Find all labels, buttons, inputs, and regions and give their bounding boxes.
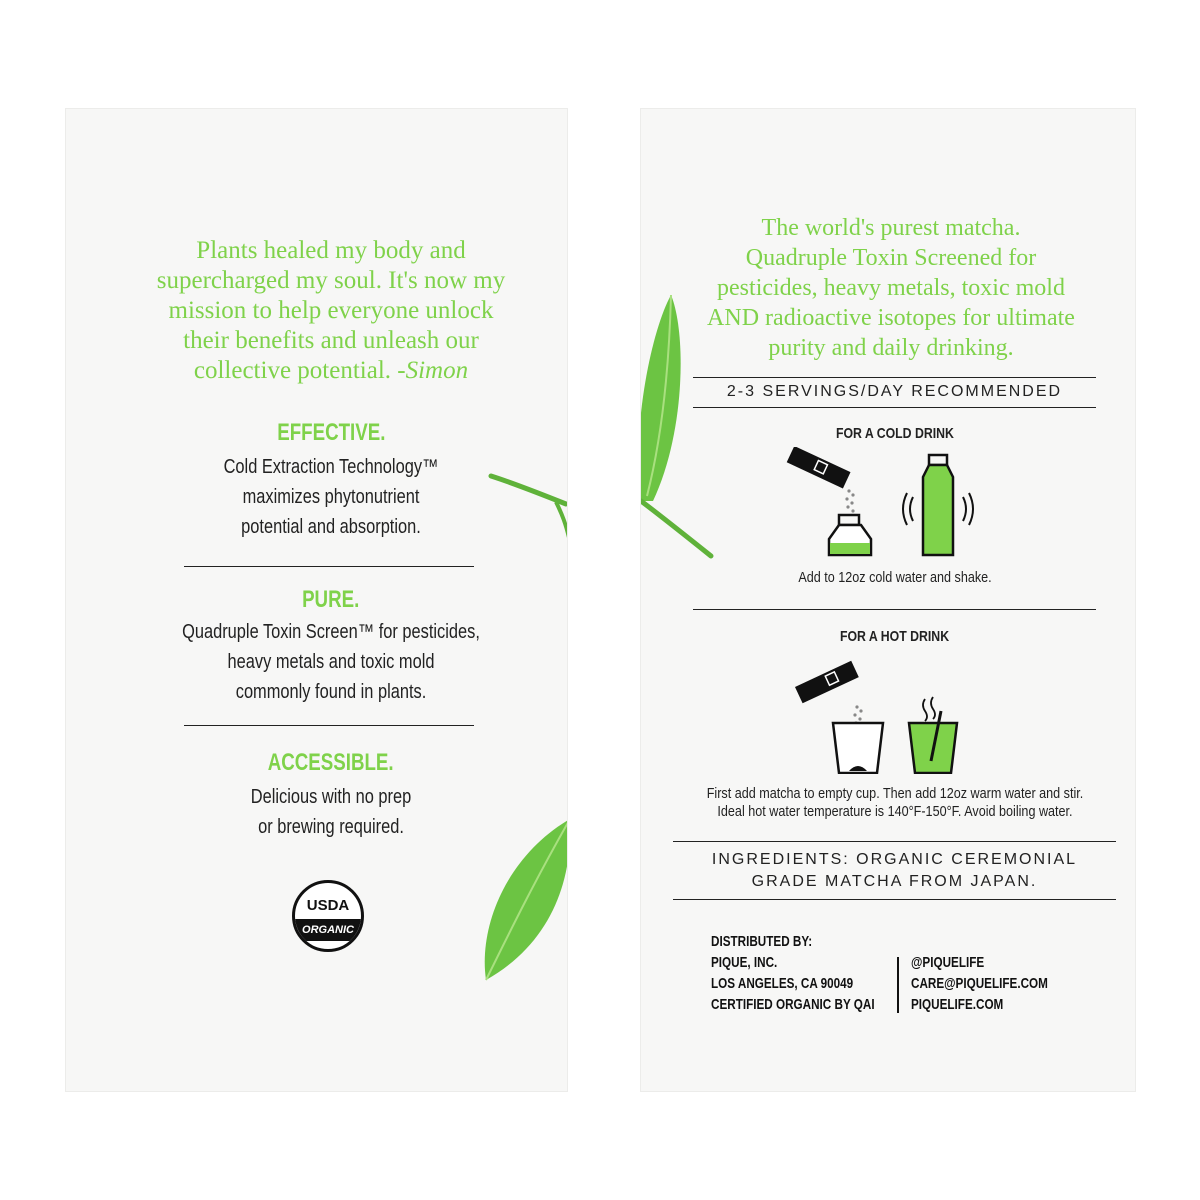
info-card-left — [65, 108, 568, 1092]
divider — [184, 566, 474, 567]
contact-info: @PIQUELIFE CARE@PIQUELIFE.COM PIQUELIFE.COM — [911, 954, 1048, 1013]
hot-drink-instructions: First add matcha to empty cup. Then add 12oz warm water and stir. Ideal hot water temperature is 140°F-150°F. Avoid boiling water. — [706, 785, 1084, 820]
divider — [693, 377, 1096, 378]
vertical-divider — [897, 957, 899, 1013]
ingredients-label: INGREDIENTS: ORGANIC CEREMONIAL GRADE MATCHA FROM JAPAN. — [711, 851, 1078, 890]
divider — [693, 609, 1096, 610]
divider — [693, 407, 1096, 408]
distributor-info: DISTRIBUTED BY: PIQUE, INC. LOS ANGELES, CA 90049 CERTIFIED ORGANIC BY QAI — [711, 933, 875, 1013]
feature-title-accessible: ACCESSIBLE. — [268, 749, 394, 776]
cold-drink-instructions: Add to 12oz cold water and shake. — [798, 569, 992, 586]
founder-quote: Plants healed my body and supercharged my soul. It's now my mission to help everyone unlock their benefits and unleash our collective potential. -Simon — [156, 237, 506, 384]
hot-drink-illustration — [791, 649, 971, 774]
quote-signature: -Simon — [397, 357, 469, 384]
usda-organic-badge: USDA ORGANIC — [292, 880, 364, 952]
feature-body-effective: Cold Extraction Technology™ maximizes phytonutrient potential and absorption. — [223, 456, 439, 538]
divider — [673, 841, 1116, 842]
divider — [673, 899, 1116, 900]
cold-drink-illustration — [781, 447, 991, 557]
hot-drink-title: FOR A HOT DRINK — [840, 628, 950, 645]
feature-title-pure: PURE. — [302, 586, 360, 613]
info-card-right — [640, 108, 1136, 1092]
divider — [184, 725, 474, 726]
product-headline: The world's purest matcha. Quadruple Toxin Screened for pesticides, heavy metals, toxic mold AND radioactive isotopes for ultimate purity and daily drinking. — [707, 215, 1075, 361]
cold-drink-title: FOR A COLD DRINK — [835, 425, 954, 442]
servings-recommendation: 2-3 SERVINGS/DAY RECOMMENDED — [726, 383, 1063, 400]
feature-body-accessible: Delicious with no prep or brewing required. — [250, 786, 412, 838]
feature-body-pure: Quadruple Toxin Screen™ for pesticides, heavy metals and toxic mold commonly found in plants. — [182, 621, 480, 703]
feature-title-effective: EFFECTIVE. — [276, 419, 386, 446]
